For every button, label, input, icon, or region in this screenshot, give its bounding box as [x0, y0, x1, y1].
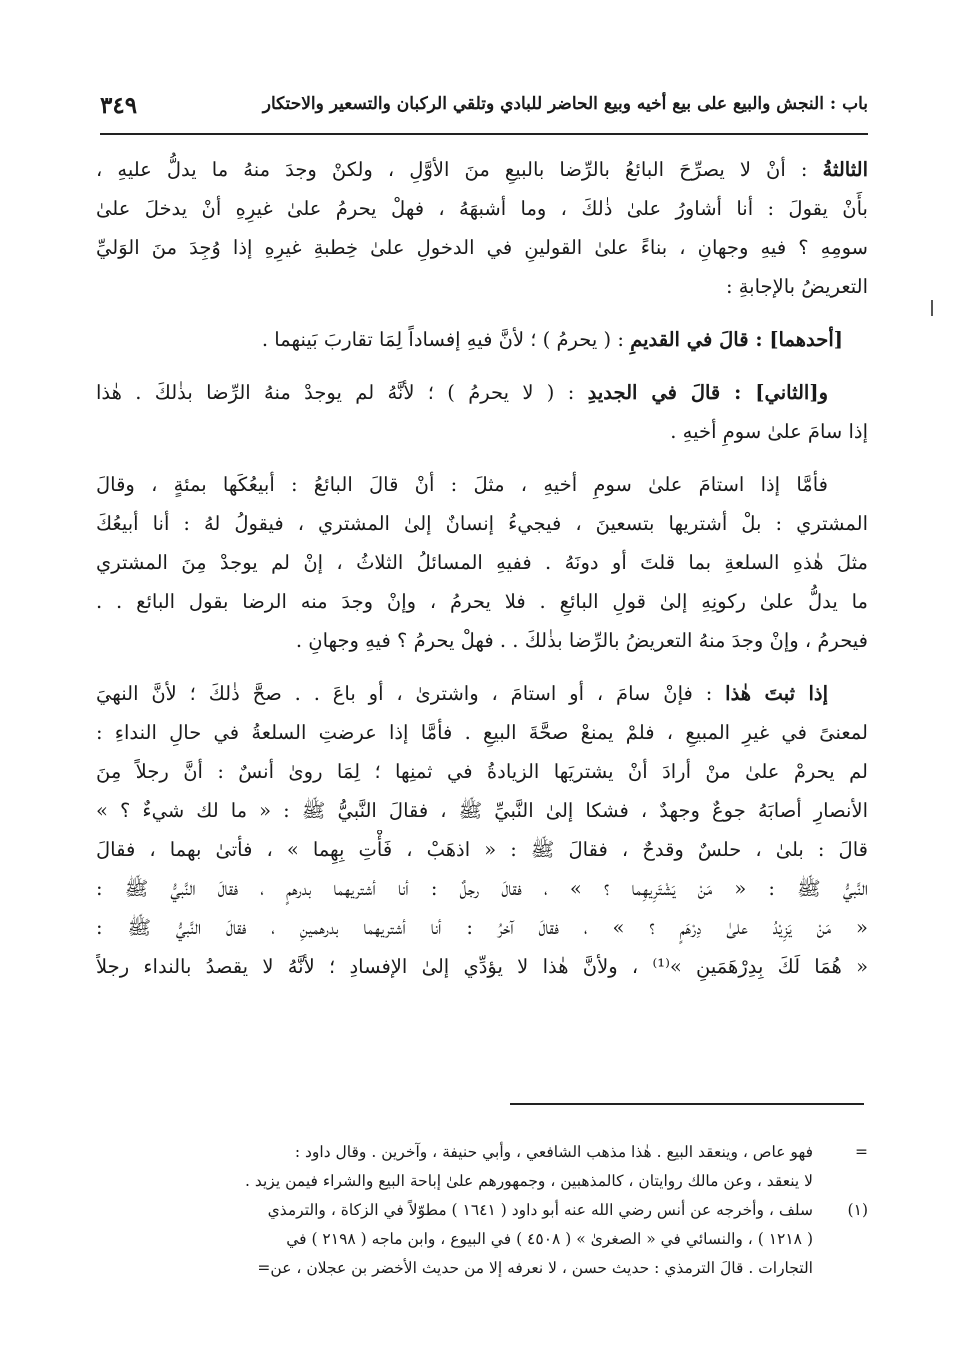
section-label: الثالثةُ [822, 158, 868, 181]
text-line: مثلَ هٰذهِ السلعةِ بما قلتَ أو دونَهُ . ففيهِ المسائلُ الثلاثُ ، إنْ لم يوجدْ مِنَ المشتري [96, 551, 868, 574]
running-header [100, 92, 868, 126]
footnote-line: لا ينعقد ، وعن مالك روايتان ، كالمذهبين ، وجمهورهم علىٰ إباحة البيع والشراء فيمن يزيد . [245, 1172, 813, 1190]
section-label: و[الثاني] : قالَ في الجديدِ [587, 381, 828, 404]
text-line: قالَ : بلىٰ ، حلسٌ وقدحٌ ، فقالَ ﷺ : « اذهَبْ ، فَأْتِ بِهِما » ، فأتىٰ بهما ، فقالَ [96, 838, 868, 861]
text-line: التعريضُ بالإجابةِ : [725, 275, 868, 298]
footnote-line: التجارات . قالَ الترمذي : حديث حسن ، لا نعرفه إلا من حديث الأخضر بن عجلان ، عن= [257, 1259, 813, 1277]
text-line: فأمَّا إذا استامَ علىٰ سومِ أخيهِ ، مثلَ : أنْ قالَ البائعُ : أبيعُكَها بمئةٍ ، وقالَ [96, 473, 828, 496]
text-line: و[الثاني] : قالَ في الجديدِ : ( لا يحرمُ ) ؛ لأنَّهُ لم يوجدْ منهُ الرِّضا بذٰلكَ . هٰذا [96, 381, 828, 404]
footnote-line: (١) سلف ، وأخرجه عن أنس رضي الله عنه أبو داود ( ١٦٤١ ) مطوّلاً في الزكاة ، والترمذي [96, 1196, 868, 1225]
text-line: « هُمَا لَكَ بِدِرْهَمَينِ »⁽¹⁾ ، ولأنَّ هٰذا لا يؤدِّي إلىٰ الإفسادِ ؛ لأنَّهُ لا يقصدُ بالنداء رجلاً [96, 955, 868, 978]
main-text [96, 150, 868, 986]
text-line: فيحرمُ ، وإنْ وجدَ منهُ التعريضُ بالرِّضا بذٰلكَ . . فهلْ يحرمُ ؟ فيهِ وجهانِ . [295, 629, 868, 652]
chapter-title: باب : النجش والبيع على بيع أخيه وبيع الحاضر للبادي وتلقي الركبان والتسعير والاحتكار [262, 94, 868, 114]
text-line: ما يدلُّ علىٰ ركونِهِ إلىٰ قولِ البائعِ . فلا يحرمُ ، وإنْ وجدَ منه الرضا بقول البائع . . [96, 590, 868, 613]
footnotes [96, 1138, 868, 1283]
header-rule [100, 133, 868, 135]
text-line: « مَنْ يَزِيْدُ علىٰ دِرْهَمٍ ؟ » ، فقالَ آخرُ : أنا أشتريهما بدرهمينِ ، فقالَ النَّبيُّ ﷺ : [96, 916, 868, 939]
margin-mark [931, 300, 933, 316]
text-line: إذا سامَ علىٰ سومِ أخيهِ . [670, 420, 868, 443]
page-number: ٣٤٩ [100, 92, 138, 119]
text-line: بأَنْ يقولَ : أنا أشاورُ علىٰ ذٰلكَ ، وما أشبهَهُ ، فهلْ يحرمُ علىٰ غيرِهِ أنْ يدخلَ علىٰ [96, 197, 868, 220]
text-line: المشتري : بلْ أشتريها بتسعينَ ، فيجيءُ إنسانٌ إلىٰ المشتري ، فيقولُ لهُ : أنا أبيعُكَ [96, 512, 868, 535]
text-line: لم يحرمْ علىٰ منْ أرادَ أنْ يشتريَها الزيادةُ في ثمنِها ؛ لِمَا روىٰ أنسٌ : أنَّ رجلاً مِنَ [96, 760, 868, 783]
text-line: الثالثةُ : أنْ لا يصرِّحَ البائعُ بالرِّضا بالبيعِ منَ الأوَّلِ ، ولكنْ وجدَ منهُ ما يدلُّ عليهِ ، [96, 158, 868, 181]
footnote-line: = فهو عاص ، وينعقد البيع . هٰذا مذهب الشافعي ، وأبي حنيفة ، وآخرين . وقال داود : [96, 1138, 868, 1167]
text-line: [أحدهما] : قالَ في القديمِ : ( يحرمُ ) ؛ لأنَّ فيهِ إفساداً لِمَا تقاربَ بَينهما . [261, 328, 843, 351]
text-line: الأنصارِ أصابَهُ جوعٌ وجهدٌ ، فشكا إلىٰ النَّبيِّ ﷺ ، فقالَ النَّبيُّ ﷺ : « ما لك شيءٌ ؟ » [96, 799, 868, 822]
text-line: النَّبيُّ ﷺ : « مَنْ يَشْتَرِيهِما ؟ » ، فقالَ رجلٌ : أنا أشتريهما بدرهمٍ ، فقالَ النَّبيُّ ﷺ : [96, 877, 868, 900]
footnote-marker: (١) [847, 1201, 868, 1219]
section-label: إذا ثبتَ هٰذا [725, 682, 828, 705]
footnote-marker: = [855, 1143, 868, 1161]
text-line: لمعنىً في غيرِ المبيعِ ، فلمْ يمنعْ صحَّةَ البيعِ . فأمَّا إذا عرضتِ السلعةُ في حالِ النداءِ : [96, 721, 868, 744]
section-label: [أحدهما] : قالَ في القديمِ [630, 328, 843, 351]
footnote-rule [510, 1103, 864, 1105]
text-line: إذا ثبتَ هٰذا : فإنْ سامَ ، أو استامَ ، واشترىٰ ، أو باعَ . . صحَّ ذٰلكَ ؛ لأنَّ النهيَ [96, 682, 828, 705]
footnote-line: ( ١٢١٨ ) ، والنسائي في « الصغرىٰ » ( ٤٥٠٨ ) في البيوع ، وابن ماجه ( ٢١٩٨ ) في [286, 1230, 813, 1248]
text-line: سومِهِ ؟ فيهِ وجهانِ ، بناءً علىٰ القولينِ في الدخولِ علىٰ خِطبةِ غيرِهِ إذا وُجِدَ منَ الوَليِّ [96, 236, 868, 259]
